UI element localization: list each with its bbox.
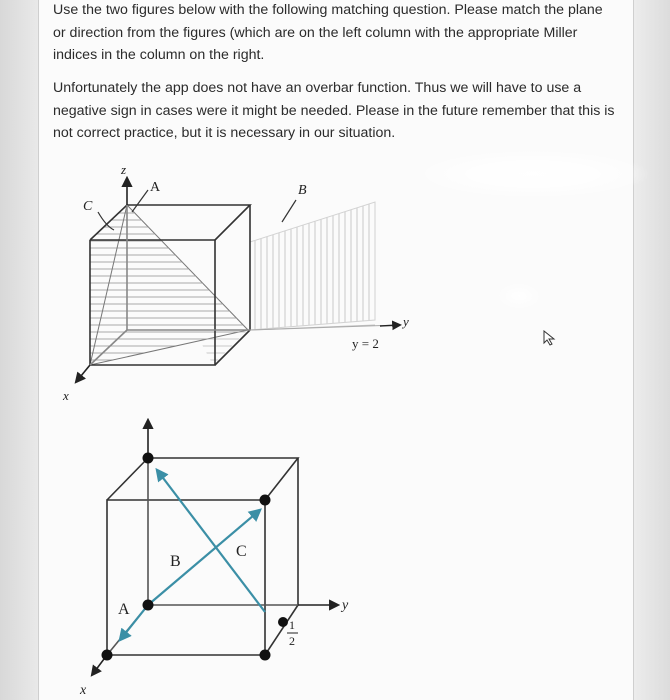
label-c: C [83,199,93,214]
half-denominator: 2 [289,634,295,648]
y-axis-label: y [403,314,409,329]
z-axis-label: z [121,162,127,177]
y-axis-2-label: y [342,598,349,613]
question-note: Unfortunately the app does not have an overbar function. Thus we will have to use a negative sign in cases were it might be needed. Please in the future remember that this is not correct practice, but it is necessary in our situation. [53,80,615,141]
cube-2-edges [107,458,298,655]
x-axis-label: x [63,388,69,403]
mouse-pointer-icon [543,330,557,346]
label-b: B [298,183,307,198]
label-a-2: A [118,601,130,618]
direction-b [157,470,265,612]
x-axis-2-label: x [80,683,87,698]
label-c-2: C [236,543,247,560]
label-a: A [150,180,161,195]
question-instructions: Use the two figures below with the following matching question. Please match the plane or direction from the figures (which are on the left column with the appropriate Miller indices in the column on the right. [53,2,603,63]
half-numerator: 1 [289,618,295,632]
y-equals-2-label: y = 2 [352,336,379,351]
label-b-2: B [170,553,181,570]
